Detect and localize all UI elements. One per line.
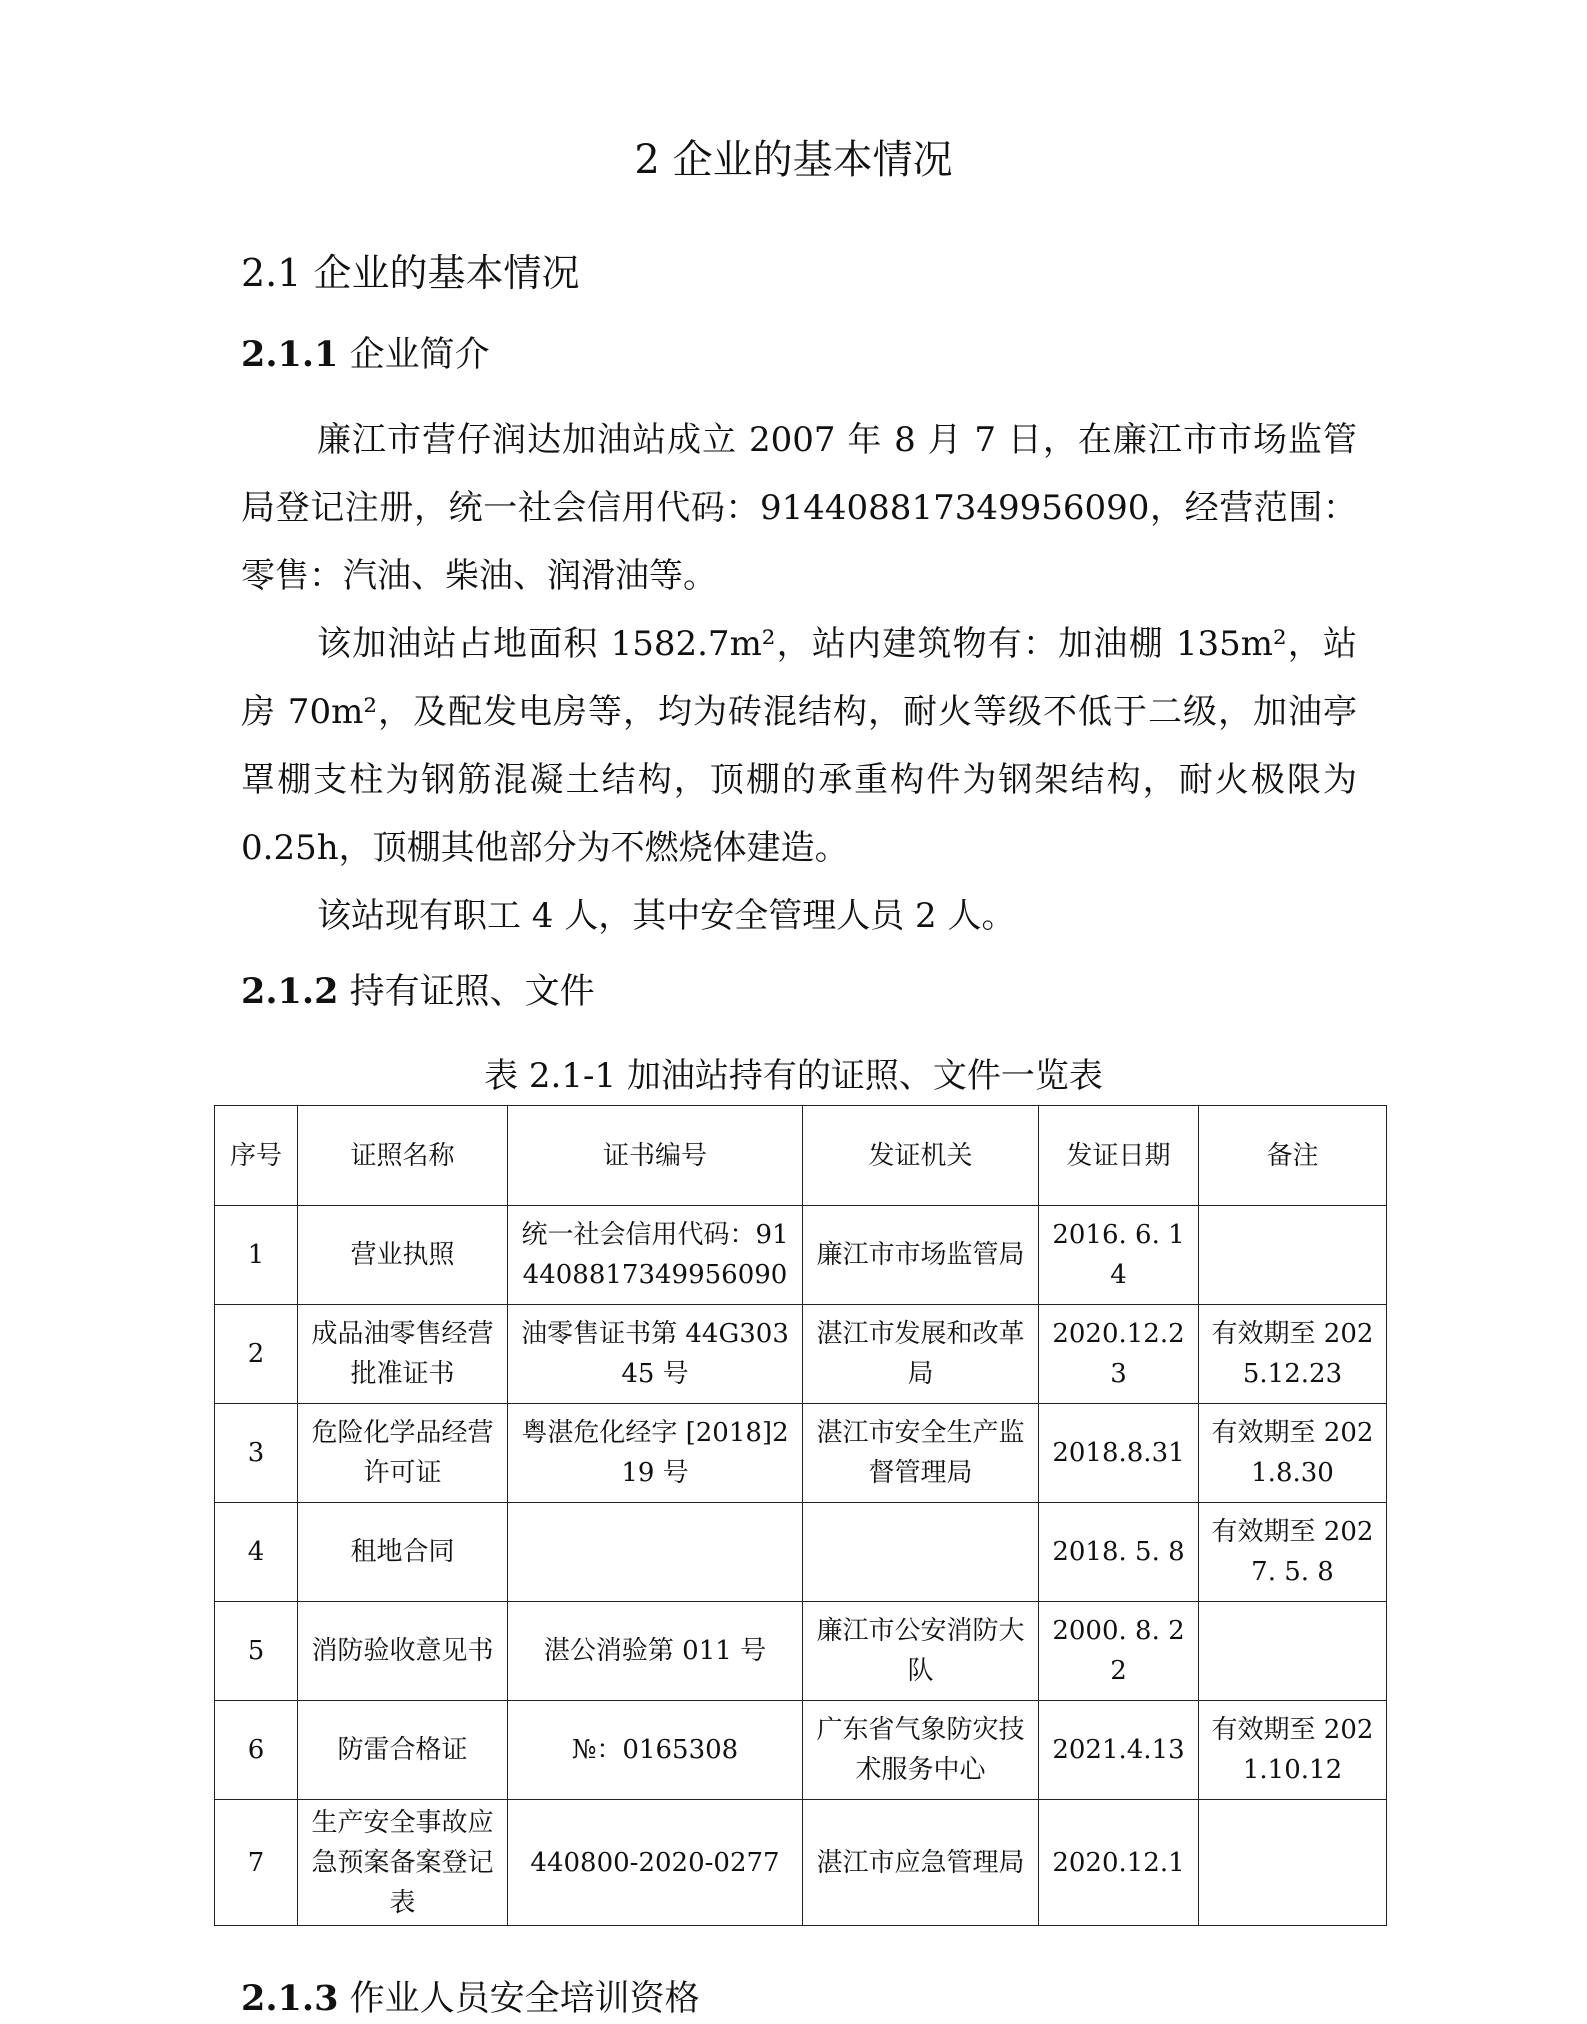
header-cell: 证照名称 xyxy=(298,1106,508,1206)
paragraph-staff: 该站现有职工 4 人，其中安全管理人员 2 人。 xyxy=(317,896,1016,936)
table-cell: 有效期至 2021.10.12 xyxy=(1199,1701,1387,1800)
table-cell: 租地合同 xyxy=(298,1503,508,1602)
table-cell: 生产安全事故应急预案备案登记表 xyxy=(298,1800,508,1926)
table-cell: 湛江市安全生产监督管理局 xyxy=(803,1404,1039,1503)
header-cell: 发证日期 xyxy=(1039,1106,1199,1206)
table-row xyxy=(215,1503,1387,1602)
table-caption: 表 2.1-1 加油站持有的证照、文件一览表 xyxy=(484,1056,1103,1096)
table-cell: 油零售证书第 44G30345 号 xyxy=(508,1305,803,1404)
table-cell xyxy=(1199,1602,1387,1701)
table-cell xyxy=(1199,1800,1387,1926)
chapter-title: 2 企业的基本情况 xyxy=(634,137,953,183)
table-cell: 2 xyxy=(215,1305,298,1404)
table-cell: 1 xyxy=(215,1206,298,1305)
table-row xyxy=(215,1800,1387,1926)
subsection-number: 2.1.2 xyxy=(241,971,339,1012)
table-cell: 2020.12.1 xyxy=(1039,1800,1199,1926)
table-cell: 7 xyxy=(215,1800,298,1926)
subsection-heading-training xyxy=(241,1974,700,2024)
table-cell: №：0165308 xyxy=(508,1701,803,1800)
subsection-title: 作业人员安全培训资格 xyxy=(349,1979,700,2019)
subsection-number: 2.1.1 xyxy=(241,334,339,375)
certificates-table xyxy=(214,1105,1387,1926)
table-row xyxy=(215,1701,1387,1800)
table-row xyxy=(215,1404,1387,1503)
table-cell: 营业执照 xyxy=(298,1206,508,1305)
paragraph-intro: 廉江市营仔润达加油站成立 2007 年 8 月 7 日，在廉江市市场监管局登记注册，统一社会信用代码：914408817349956090，经营范围：零售：汽油、柴油、润滑油等。 xyxy=(241,420,1357,596)
subsection-number: 2.1.3 xyxy=(241,1978,339,2019)
table-cell: 湛江市应急管理局 xyxy=(803,1800,1039,1926)
table-row xyxy=(215,1602,1387,1701)
table-cell: 3 xyxy=(215,1404,298,1503)
table-cell: 廉江市市场监管局 xyxy=(803,1206,1039,1305)
table-cell: 湛公消验第 011 号 xyxy=(508,1602,803,1701)
table-cell: 6 xyxy=(215,1701,298,1800)
table-cell xyxy=(803,1503,1039,1602)
table-header-row xyxy=(215,1106,1387,1206)
table-cell: 440800-2020-0277 xyxy=(508,1800,803,1926)
table-cell: 2018. 5. 8 xyxy=(1039,1503,1199,1602)
section-title: 2.1 企业的基本情况 xyxy=(241,251,580,295)
header-cell: 备注 xyxy=(1199,1106,1387,1206)
subsection-heading-certs xyxy=(241,967,595,1017)
table-cell: 有效期至 2027. 5. 8 xyxy=(1199,1503,1387,1602)
table-cell: 2021.4.13 xyxy=(1039,1701,1199,1800)
table-cell: 5 xyxy=(215,1602,298,1701)
table-cell: 成品油零售经营批准证书 xyxy=(298,1305,508,1404)
table-cell: 统一社会信用代码：914408817349956090 xyxy=(508,1206,803,1305)
subsection-title: 企业简介 xyxy=(349,335,490,375)
table-cell: 2018.8.31 xyxy=(1039,1404,1199,1503)
table-cell: 有效期至 2021.8.30 xyxy=(1199,1404,1387,1503)
subsection-title: 持有证照、文件 xyxy=(349,972,595,1012)
table-cell xyxy=(1199,1206,1387,1305)
table-cell: 粤湛危化经字 [2018]219 号 xyxy=(508,1404,803,1503)
table-cell: 消防验收意见书 xyxy=(298,1602,508,1701)
table-cell: 有效期至 2025.12.23 xyxy=(1199,1305,1387,1404)
table-cell: 防雷合格证 xyxy=(298,1701,508,1800)
table-cell: 2000. 8. 22 xyxy=(1039,1602,1199,1701)
header-cell: 证书编号 xyxy=(508,1106,803,1206)
table-cell: 廉江市公安消防大队 xyxy=(803,1602,1039,1701)
header-cell: 发证机关 xyxy=(803,1106,1039,1206)
subsection-heading-intro xyxy=(241,330,490,380)
table-cell: 2016. 6. 14 xyxy=(1039,1206,1199,1305)
table-cell: 广东省气象防灾技术服务中心 xyxy=(803,1701,1039,1800)
table-cell: 危险化学品经营许可证 xyxy=(298,1404,508,1503)
table-cell xyxy=(508,1503,803,1602)
table-cell: 4 xyxy=(215,1503,298,1602)
table-row xyxy=(215,1305,1387,1404)
table-cell: 湛江市发展和改革局 xyxy=(803,1305,1039,1404)
table-row xyxy=(215,1206,1387,1305)
table-cell: 2020.12.23 xyxy=(1039,1305,1199,1404)
paragraph-buildings: 该加油站占地面积 1582.7m²，站内建筑物有：加油棚 135m²，站房 70m²，及配发电房等，均为砖混结构，耐火等级不低于二级，加油亭罩棚支柱为钢筋混凝土结构，顶棚的承重构件为钢架结构，耐火极限为 0.25h，顶棚其他部分为不燃烧体建造。 xyxy=(241,624,1357,868)
header-cell: 序号 xyxy=(215,1106,298,1206)
